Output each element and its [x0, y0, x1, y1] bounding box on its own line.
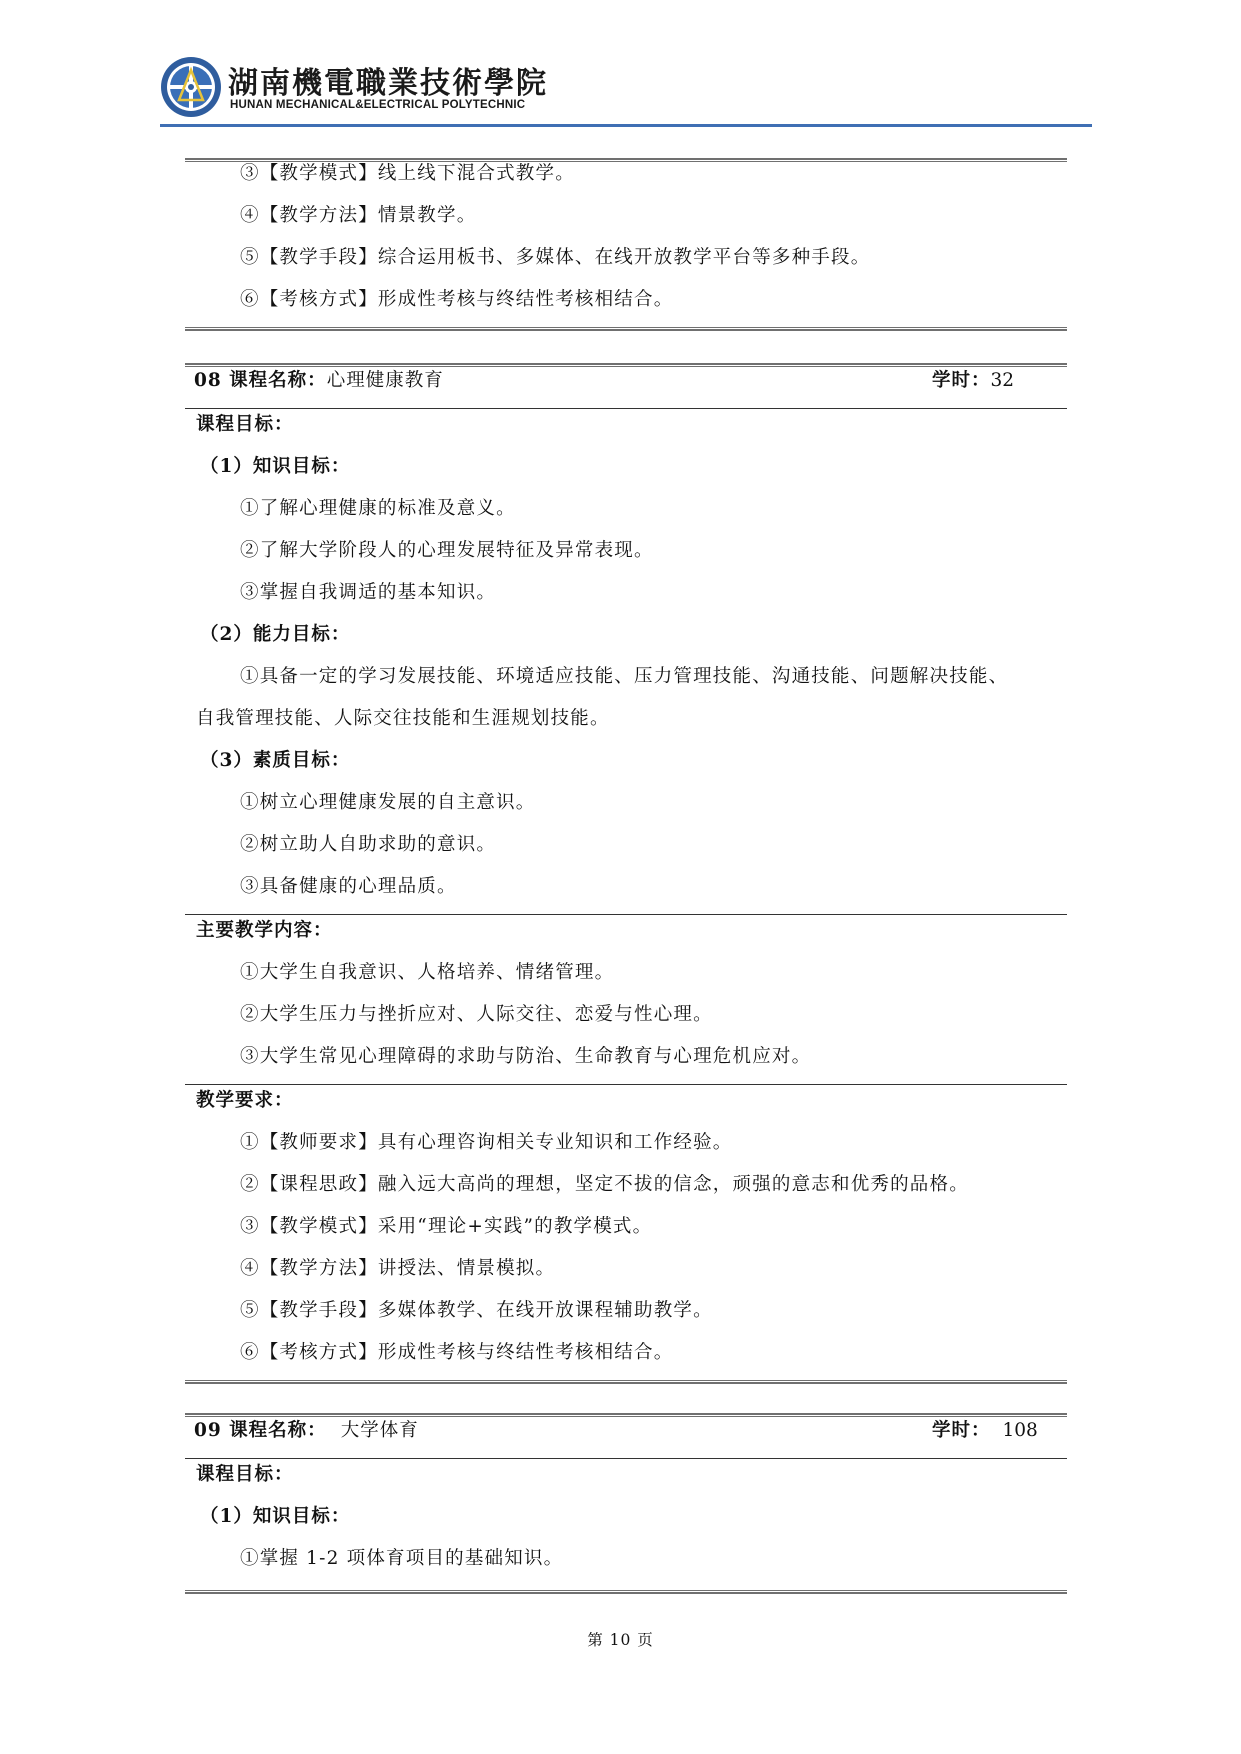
subsection-heading: （2）能力目标：	[200, 624, 351, 645]
section-heading: 教学要求：	[196, 1090, 294, 1111]
requirement-item: ④【教学方法】情景教学。	[240, 205, 477, 226]
table-bottom-rule	[185, 1380, 1067, 1384]
course-name-label: 09 课程名称：	[194, 1420, 327, 1441]
list-item: ①大学生自我意识、人格培养、情绪管理。	[240, 962, 615, 983]
list-item: ③大学生常见心理障碍的求助与防治、生命教育与心理危机应对。	[240, 1046, 812, 1067]
list-item: ①了解心理健康的标准及意义。	[240, 498, 516, 519]
hours-label: 学时：	[932, 370, 991, 391]
hours-label: 学时：	[932, 1420, 991, 1441]
requirement-item: ⑤【教学手段】综合运用板书、多媒体、在线开放教学平台等多种手段。	[240, 247, 871, 268]
course-hours	[932, 368, 1014, 394]
requirement-item: ②【课程思政】融入远大高尚的理想，坚定不拔的信念，顽强的意志和优秀的品格。	[240, 1174, 969, 1195]
requirement-item: ①【教师要求】具有心理咨询相关专业知识和工作经验。	[240, 1132, 733, 1153]
course-hours	[932, 1418, 1038, 1444]
row-divider	[185, 1084, 1067, 1085]
section-heading: 课程目标：	[196, 1464, 294, 1485]
page-header	[160, 52, 1090, 124]
subsection-heading: （1）知识目标：	[200, 1506, 351, 1527]
course-title	[194, 1418, 419, 1444]
row-divider	[185, 408, 1067, 409]
course-name-label: 08 课程名称：	[194, 370, 327, 391]
list-item: ③具备健康的心理品质。	[240, 876, 457, 897]
table-bottom-rule	[185, 1590, 1067, 1594]
row-divider	[185, 914, 1067, 915]
requirement-item: ③【教学模式】线上线下混合式教学。	[240, 163, 575, 184]
requirement-item: ⑤【教学手段】多媒体教学、在线开放课程辅助教学。	[240, 1300, 713, 1321]
requirement-item: ④【教学方法】讲授法、情景模拟。	[240, 1258, 556, 1279]
list-item: ①掌握 1-2 项体育项目的基础知识。	[240, 1548, 564, 1569]
school-name-en: HUNAN MECHANICAL&ELECTRICAL POLYTECHNIC	[230, 99, 526, 111]
requirement-item: ⑥【考核方式】形成性考核与终结性考核相结合。	[240, 289, 674, 310]
table-top-rule	[185, 1413, 1067, 1417]
list-item: ①树立心理健康发展的自主意识。	[240, 792, 536, 813]
subsection-heading: （3）素质目标：	[200, 750, 351, 771]
hours-value: 108	[1002, 1420, 1038, 1441]
course-name: 心理健康教育	[326, 370, 444, 391]
list-item: ②了解大学阶段人的心理发展特征及异常表现。	[240, 540, 654, 561]
row-divider	[185, 1458, 1067, 1459]
course-name: 大学体育	[340, 1420, 419, 1441]
page-number: 第 10 页	[587, 1631, 654, 1649]
school-name-cn: 湖南機電職業技術學院	[228, 66, 548, 101]
section-heading: 主要教学内容：	[196, 920, 333, 941]
list-item: ②树立助人自助求助的意识。	[240, 834, 497, 855]
list-item: ③掌握自我调适的基本知识。	[240, 582, 497, 603]
header-rule	[160, 124, 1092, 127]
table-bottom-rule	[185, 327, 1067, 331]
course-title	[194, 368, 444, 394]
school-emblem-icon	[160, 56, 222, 118]
subsection-heading: （1）知识目标：	[200, 456, 351, 477]
list-item: ②大学生压力与挫折应对、人际交往、恋爱与性心理。	[240, 1004, 713, 1025]
requirement-item: ⑥【考核方式】形成性考核与终结性考核相结合。	[240, 1342, 674, 1363]
hours-value: 32	[990, 370, 1015, 391]
table-top-rule	[185, 363, 1067, 367]
list-item: ①具备一定的学习发展技能、环境适应技能、压力管理技能、沟通技能、问题解决技能、	[240, 666, 1009, 687]
section-heading: 课程目标：	[196, 414, 294, 435]
requirement-item: ③【教学模式】采用“理论+实践”的教学模式。	[240, 1216, 653, 1237]
list-item-continuation: 自我管理技能、人际交往技能和生涯规划技能。	[196, 708, 610, 729]
